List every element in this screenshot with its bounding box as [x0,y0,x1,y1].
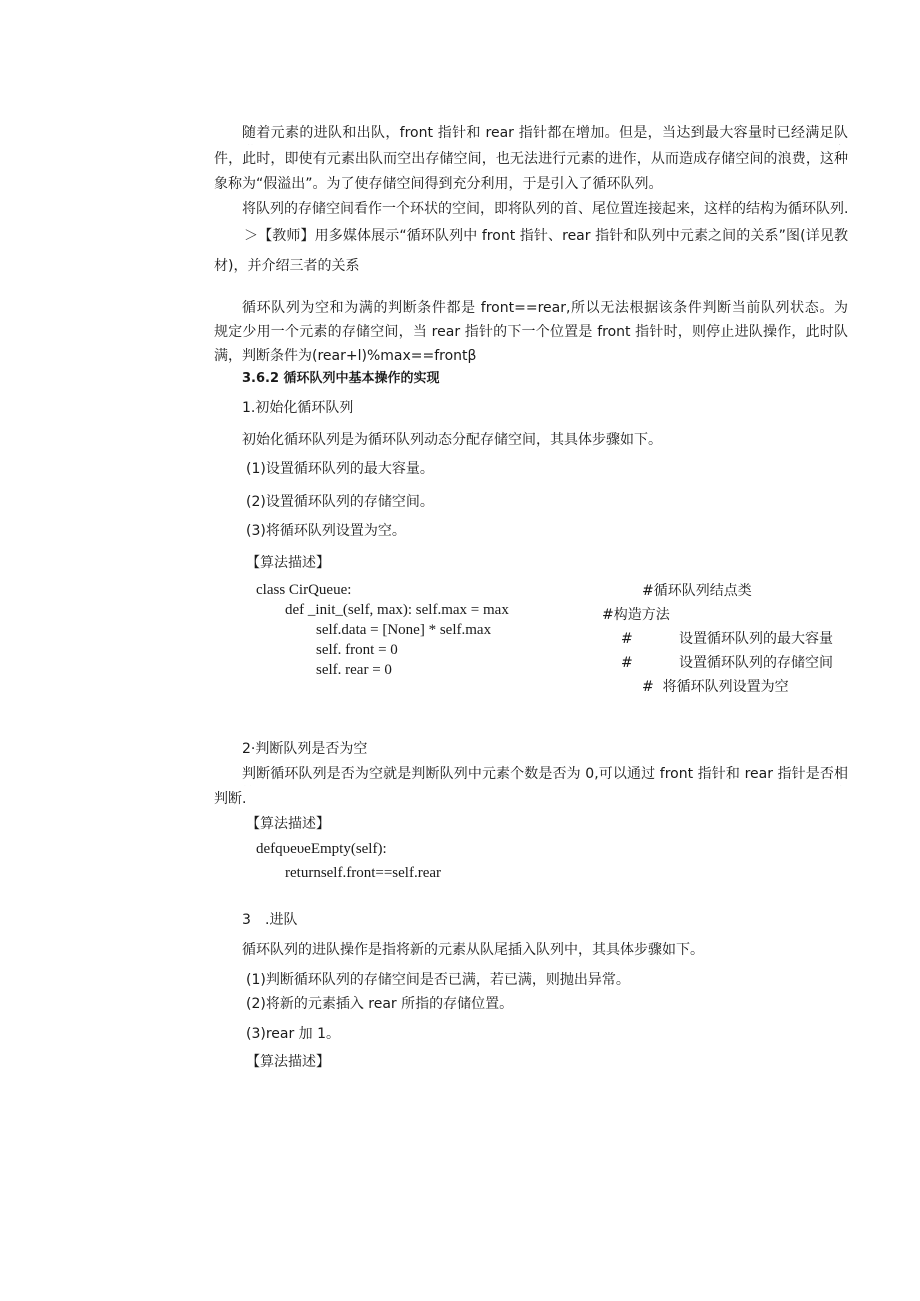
code-comment: 设置循环队列的存储空间 [679,655,833,671]
algorithm-label: 【算法描述】 [246,1054,330,1070]
subsection-description: 循环队列的进队操作是指将新的元素从队尾插入队列中，其具体步骤如下。 [242,942,704,958]
teacher-note-line: 材)，并介绍三者的关系 [214,258,360,274]
code-comment: #循环队列结点类 [642,583,752,599]
code-comment-hash: # [621,655,633,671]
paragraph-line: 随着元素的进队和出队，front 指针和 rear 指针都在增加。但是，当达到最大容量时已经满足队 [242,125,848,141]
subsection-description: 判断. [214,791,247,807]
code-line: self.data = [None] * self.max [316,622,492,638]
code-line: self. front = 0 [316,642,398,658]
step-item: (2)设置循环队列的存储空间。 [246,494,434,510]
section-heading: 3.6.2 循环队列中基本操作的实现 [242,371,440,386]
subsection-description: 初始化循环队列是为循环队列动态分配存储空间，其具体步骤如下。 [242,432,662,448]
subsection-title: 1.初始化循环队列 [242,400,354,416]
subsection-number: 3 [242,912,251,928]
step-item: (3)将循环队列设置为空。 [246,523,406,539]
code-line: def _init_(self, max): self.max = max [285,602,509,618]
subsection-description: 判断循环队列是否为空就是判断队列中元素个数是否为 0,可以通过 front 指针和 rear 指针是否相 [242,766,848,782]
paragraph-line: 循环队列为空和为满的判断条件都是 front==rear,所以无法根据该条件判断当前队列状态。为 [242,300,848,316]
code-line: defqυeυeEmpty(self): [256,841,387,857]
paragraph-line: 满，判断条件为(rear+l)%max==frontβ [214,348,477,364]
code-line: returnself.front==self.rear [285,865,442,881]
step-item: (2)将新的元素插入 rear 所指的存储位置。 [246,996,514,1012]
step-item: (1)设置循环队列的最大容量。 [246,461,434,477]
algorithm-label: 【算法描述】 [246,555,330,571]
code-comment: # 将循环队列设置为空 [642,679,789,695]
paragraph-line: 规定少用一个元素的存储空间，当 rear 指针的下一个位置是 front 指针时，则停止进队操作，此时队 [214,324,848,340]
code-line: self. rear = 0 [316,662,392,678]
paragraph-line: 件，此时，即使有元素出队而空出存储空间，也无法进行元素的进作，从而造成存储空间的浪费，这种 [214,151,848,167]
code-comment: #构造方法 [602,607,670,623]
teacher-note-line: ＞【教师】用多媒体展示“循环队列中 front 指针、rear 指针和队列中元素之间的关系”图(详见教 [244,228,848,244]
code-comment-hash: # [621,631,633,647]
code-line: class CirQueue: [256,582,352,598]
algorithm-label: 【算法描述】 [246,816,330,832]
subsection-title: .进队 [265,912,298,928]
step-item: (1)判断循环队列的存储空间是否已满，若已满，则抛出异常。 [246,972,630,988]
code-comment: 设置循环队列的最大容量 [679,631,833,647]
subsection-title: 2·判断队列是否为空 [242,741,368,757]
step-item: (3)rear 加 1。 [246,1026,341,1042]
paragraph-line: 将队列的存储空间看作一个环状的空间，即将队列的首、尾位置连接起来，这样的结构为循环队列. [242,201,849,217]
paragraph-line: 象称为“假溢出”。为了使存储空间得到充分利用，于是引入了循环队列。 [214,176,663,192]
